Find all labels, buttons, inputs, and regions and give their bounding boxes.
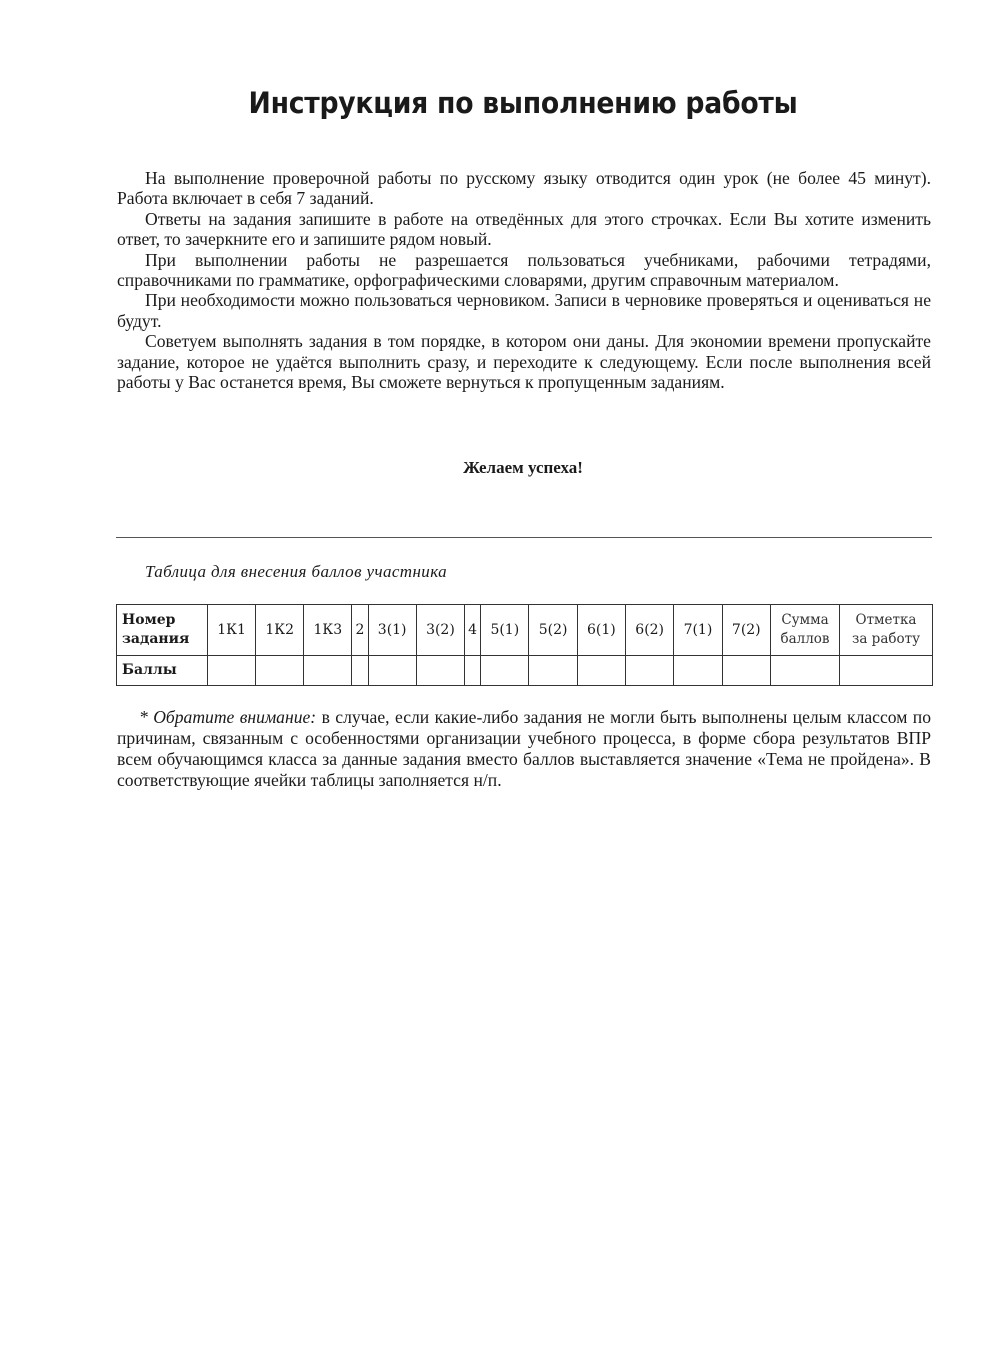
table-row-task-numbers — [117, 605, 933, 656]
score-cell[interactable] — [626, 656, 674, 686]
footnote-prefix: * Обратите внимание: — [139, 707, 317, 727]
score-cell[interactable] — [208, 656, 256, 686]
score-cell[interactable] — [416, 656, 464, 686]
footnote — [117, 707, 931, 791]
row-header-task-number: Номер задания — [117, 605, 208, 656]
score-cell[interactable] — [352, 656, 368, 686]
column-header: 7(1) — [674, 605, 722, 656]
column-header: 1К2 — [256, 605, 304, 656]
column-header: 5(2) — [529, 605, 577, 656]
column-header: 3(2) — [416, 605, 464, 656]
mark-cell[interactable] — [840, 656, 933, 686]
sum-cell[interactable] — [771, 656, 840, 686]
column-header: 7(2) — [722, 605, 770, 656]
paragraph: Советуем выполнять задания в том порядке, в котором они даны. Для экономии времени пропускайте задание, которое не удаётся выполнить сразу, и переходите к следующему. Если после выполнения всей работы у Вас останется время, Вы сможете вернуться к пропущенным заданиям. — [117, 331, 931, 393]
page-title: Инструкция по выполнению работы — [248, 86, 798, 120]
column-header: 3(1) — [368, 605, 416, 656]
column-header: 1К3 — [304, 605, 352, 656]
score-cell[interactable] — [256, 656, 304, 686]
score-cell[interactable] — [368, 656, 416, 686]
paragraph: Ответы на задания запишите в работе на отведённых для этого строчках. Если Вы хотите изменить ответ, то зачеркните его и запишите рядом новый. — [117, 208, 931, 250]
table-caption: Таблица для внесения баллов участника — [145, 562, 448, 581]
footnote-text: в случае, если какие-либо задания не могли быть выполнены целым классом по причинам, связанным с особенностями организации учебного процесса, в форме сбора результатов ВПР всем обучающимся класса за данные задания вместо баллов выставляется значение «Тема не пройдена». В соответствующие ячейки таблицы заполняется н/п. — [117, 707, 932, 790]
good-luck-text: Желаем успеха! — [463, 458, 583, 477]
column-header: 4 — [465, 605, 481, 656]
column-header-sum: Сумма баллов — [771, 605, 840, 656]
column-header-mark: Отметка за работу — [840, 605, 933, 656]
column-header: 5(1) — [481, 605, 529, 656]
score-cell[interactable] — [529, 656, 577, 686]
divider — [116, 537, 932, 538]
score-cell[interactable] — [722, 656, 770, 686]
score-cell[interactable] — [481, 656, 529, 686]
row-header-scores: Баллы — [117, 656, 208, 686]
score-cell[interactable] — [304, 656, 352, 686]
paragraph: При выполнении работы не разрешается пользоваться учебниками, рабочими тетрадями, справочниками по грамматике, орфографическими словарями, другим справочным материалом. — [117, 249, 931, 291]
paragraph: При необходимости можно пользоваться черновиком. Записи в черновике проверяться и оцениваться не будут. — [117, 290, 931, 331]
paragraph: На выполнение проверочной работы по русскому языку отводится один урок (не более 45 минут). Работа включает в себя 7 заданий. — [117, 168, 931, 209]
score-cell[interactable] — [577, 656, 625, 686]
score-cell[interactable] — [465, 656, 481, 686]
column-header: 1К1 — [208, 605, 256, 656]
column-header: 6(2) — [626, 605, 674, 656]
instructions-body — [117, 168, 931, 392]
column-header: 6(1) — [577, 605, 625, 656]
column-header: 2 — [352, 605, 368, 656]
score-cell[interactable] — [674, 656, 722, 686]
scores-table — [116, 604, 933, 686]
table-row-scores — [117, 656, 933, 686]
